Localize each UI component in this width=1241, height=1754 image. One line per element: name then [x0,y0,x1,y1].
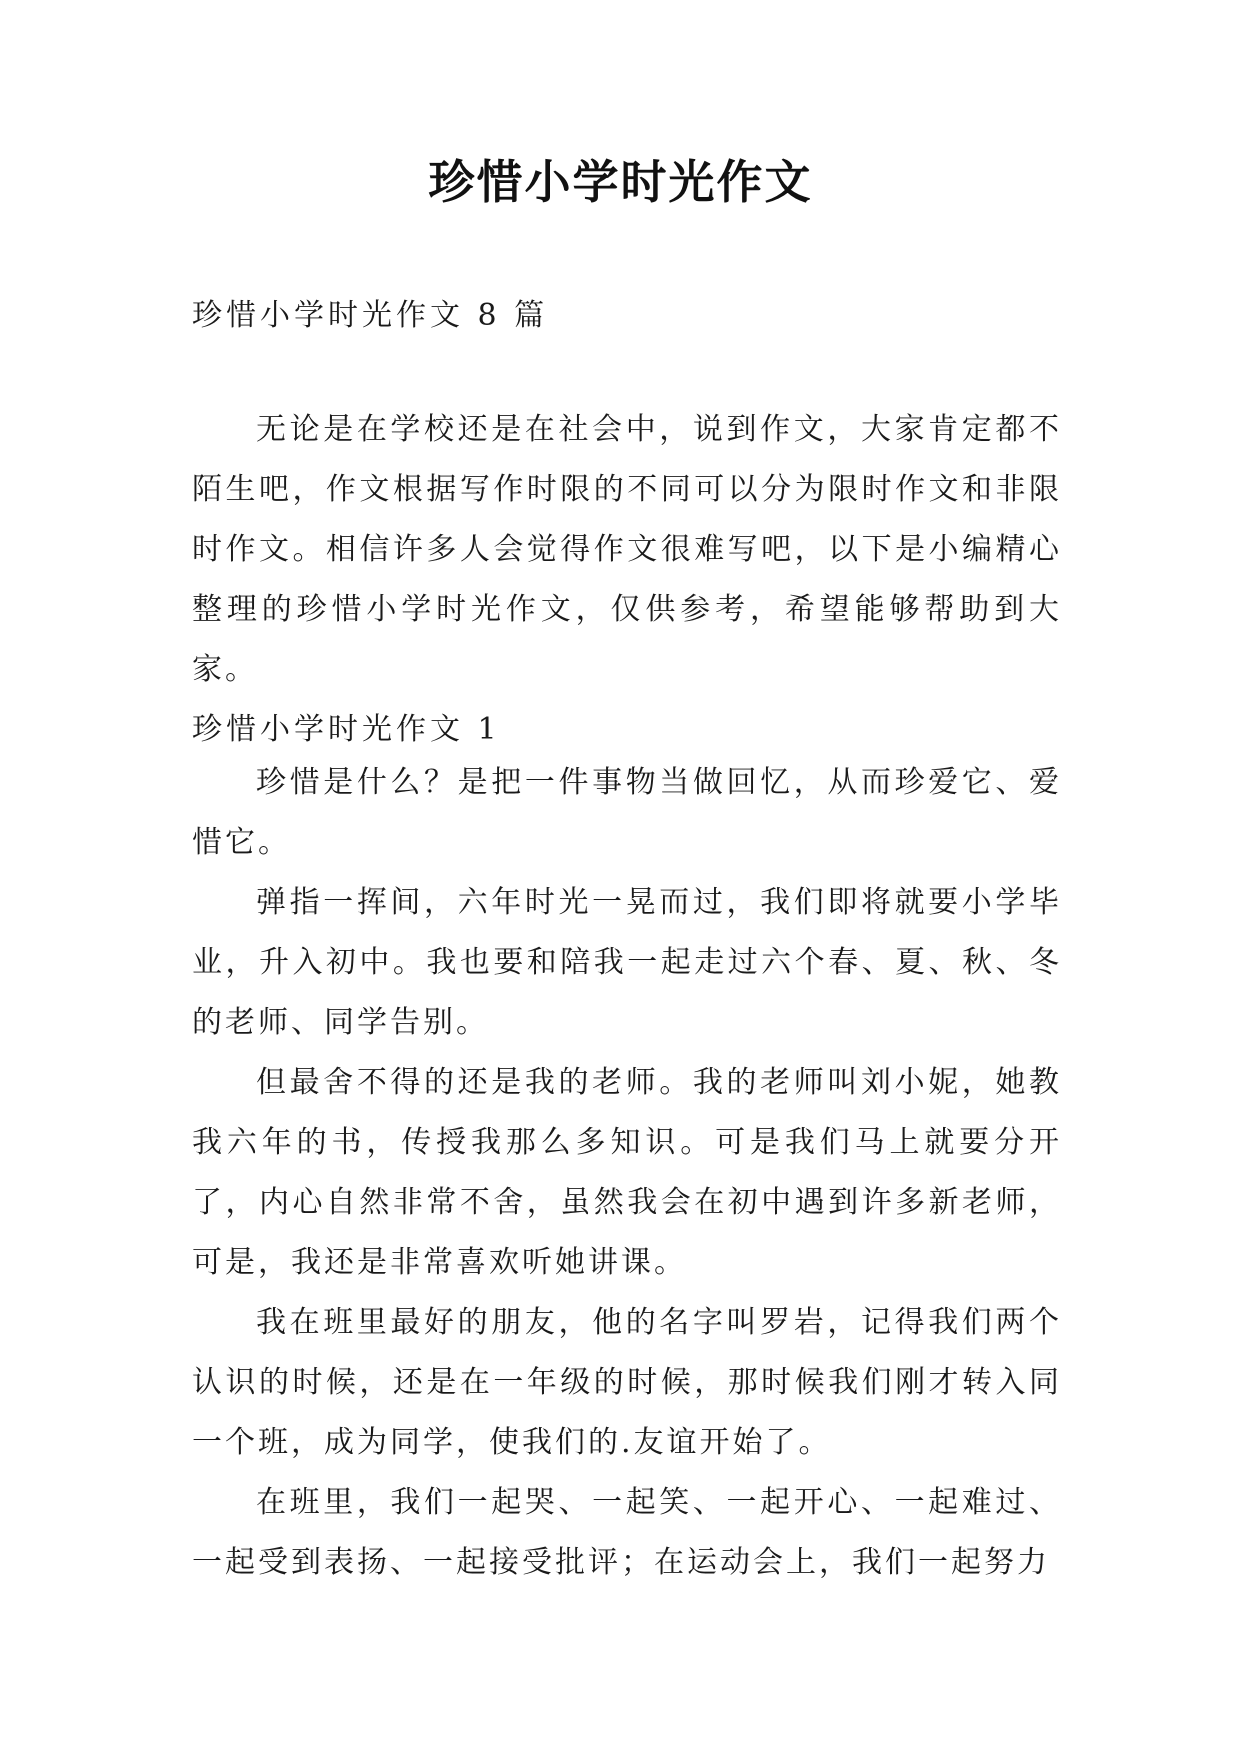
document-subtitle: 珍惜小学时光作文 8 篇 [192,298,549,333]
intro-section [192,400,1062,700]
intro-paragraph: 无论是在学校还是在社会中，说到作文，大家肯定都不陌生吧，作文根据写作时限的不同可以分为限时作文和非限时作文。相信许多人会觉得作文很难写吧，以下是小编精心整理的珍惜小学时光作文，仅供参考，希望能够帮助到大家。 [192,412,1062,687]
section-heading: 珍惜小学时光作文 1 [192,712,501,747]
page-title: 珍惜小学时光作文 [428,155,813,209]
essay-paragraph: 我在班里最好的朋友，他的名字叫罗岩，记得我们两个认识的时候，还是在一年级的时候，那时候我们刚才转入同一个班，成为同学，使我们的.友谊开始了。 [192,1305,1062,1460]
essay-paragraph: 弹指一挥间，六年时光一晃而过，我们即将就要小学毕业，升入初中。我也要和陪我一起走过六个春、夏、秋、冬的老师、同学告别。 [192,885,1062,1040]
essay-paragraph: 但最舍不得的还是我的老师。我的老师叫刘小妮，她教我六年的书，传授我那么多知识。可是我们马上就要分开了，内心自然非常不舍，虽然我会在初中遇到许多新老师，可是，我还是非常喜欢听她讲课。 [192,1065,1062,1280]
essay-body [192,753,1062,1593]
essay-paragraph: 珍惜是什么？是把一件事物当做回忆，从而珍爱它、爱惜它。 [192,765,1062,860]
essay-paragraph: 在班里，我们一起哭、一起笑、一起开心、一起难过、一起受到表扬、一起接受批评；在运动会上，我们一起努力 [192,1485,1062,1580]
